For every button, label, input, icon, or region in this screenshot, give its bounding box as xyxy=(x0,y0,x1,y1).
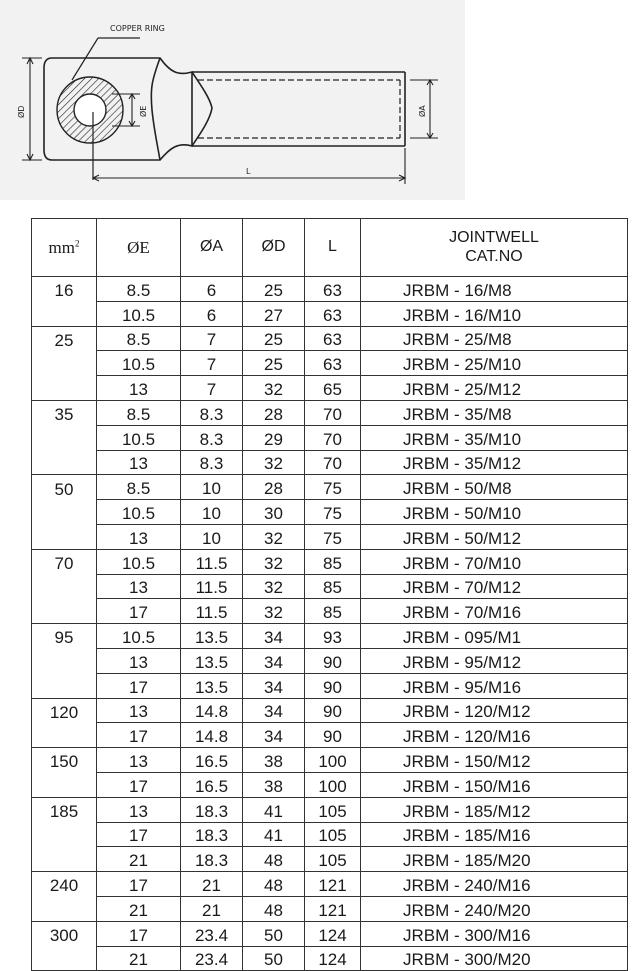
table-row xyxy=(32,475,628,500)
cell-oe: 13 xyxy=(97,574,181,599)
table-row xyxy=(32,574,628,599)
cell-l: 100 xyxy=(305,772,361,797)
cell-mm xyxy=(32,376,97,401)
cell-l: 100 xyxy=(305,748,361,773)
cell-oe: 8.5 xyxy=(97,475,181,500)
cell-cat-no: JRBM - 50/M12 xyxy=(361,524,628,549)
cell-oa: 6 xyxy=(181,301,243,326)
cell-od: 25 xyxy=(243,326,305,351)
table-row xyxy=(32,698,628,723)
cell-cat-no: JRBM - 35/M8 xyxy=(361,400,628,425)
cell-mm: 35 xyxy=(32,400,97,425)
cell-od: 34 xyxy=(243,723,305,748)
oa-label: ØA xyxy=(418,105,427,117)
cell-oa: 10 xyxy=(181,475,243,500)
cell-mm xyxy=(32,425,97,450)
header-od: ØD xyxy=(243,219,305,277)
cell-cat-no: JRBM - 25/M12 xyxy=(361,376,628,401)
bore-hidden-lines xyxy=(198,80,400,138)
cell-od: 32 xyxy=(243,574,305,599)
header-oe: ØE xyxy=(97,219,181,277)
cell-od: 32 xyxy=(243,549,305,574)
cell-oa: 16.5 xyxy=(181,748,243,773)
cell-oa: 6 xyxy=(181,277,243,302)
cell-mm: 185 xyxy=(32,797,97,822)
cell-oa: 7 xyxy=(181,351,243,376)
cell-l: 121 xyxy=(305,872,361,897)
cell-oe: 10.5 xyxy=(97,425,181,450)
cell-oe: 10.5 xyxy=(97,301,181,326)
table-row xyxy=(32,500,628,525)
cell-l: 75 xyxy=(305,475,361,500)
cell-od: 25 xyxy=(243,351,305,376)
copper-ring-label: COPPER RING xyxy=(110,24,165,33)
cell-oa: 21 xyxy=(181,872,243,897)
cell-l: 65 xyxy=(305,376,361,401)
cell-od: 38 xyxy=(243,772,305,797)
table-row xyxy=(32,351,628,376)
l-dimension xyxy=(93,148,405,184)
cell-mm xyxy=(32,673,97,698)
oe-label: ØE xyxy=(139,105,148,117)
cell-oa: 18.3 xyxy=(181,847,243,872)
cell-mm xyxy=(32,847,97,872)
cell-cat-no: JRBM - 240/M20 xyxy=(361,896,628,921)
cell-od: 38 xyxy=(243,748,305,773)
cell-cat-no: JRBM - 150/M16 xyxy=(361,772,628,797)
cell-l: 105 xyxy=(305,797,361,822)
table-row xyxy=(32,896,628,921)
cell-od: 34 xyxy=(243,673,305,698)
cell-cat-no: JRBM - 35/M10 xyxy=(361,425,628,450)
cell-cat-no: JRBM - 240/M16 xyxy=(361,872,628,897)
cell-oa: 13.5 xyxy=(181,624,243,649)
cell-od: 34 xyxy=(243,648,305,673)
cell-oe: 10.5 xyxy=(97,549,181,574)
cell-cat-no: JRBM - 120/M12 xyxy=(361,698,628,723)
cell-oe: 17 xyxy=(97,921,181,946)
table-row xyxy=(32,847,628,872)
cell-l: 75 xyxy=(305,500,361,525)
cell-cat-no: JRBM - 095/M1 xyxy=(361,624,628,649)
cell-oa: 11.5 xyxy=(181,574,243,599)
cell-od: 34 xyxy=(243,624,305,649)
cell-oe: 13 xyxy=(97,524,181,549)
cell-oe: 21 xyxy=(97,946,181,971)
cell-mm xyxy=(32,599,97,624)
cell-l: 70 xyxy=(305,425,361,450)
cell-mm xyxy=(32,723,97,748)
table-row xyxy=(32,822,628,847)
cell-l: 63 xyxy=(305,351,361,376)
cell-oe: 10.5 xyxy=(97,500,181,525)
cell-od: 29 xyxy=(243,425,305,450)
cell-mm: 16 xyxy=(32,277,97,302)
cell-od: 41 xyxy=(243,797,305,822)
header-l: L xyxy=(305,219,361,277)
cell-oa: 23.4 xyxy=(181,921,243,946)
cell-od: 50 xyxy=(243,946,305,971)
cell-cat-no: JRBM - 95/M12 xyxy=(361,648,628,673)
cell-cat-no: JRBM - 70/M16 xyxy=(361,599,628,624)
cell-l: 63 xyxy=(305,326,361,351)
table-row xyxy=(32,624,628,649)
table-row xyxy=(32,326,628,351)
cell-l: 75 xyxy=(305,524,361,549)
cell-mm: 120 xyxy=(32,698,97,723)
cell-cat-no: JRBM - 150/M12 xyxy=(361,748,628,773)
cell-l: 124 xyxy=(305,946,361,971)
cell-cat-no: JRBM - 95/M16 xyxy=(361,673,628,698)
cell-mm: 300 xyxy=(32,921,97,946)
table-row xyxy=(32,648,628,673)
cell-oa: 13.5 xyxy=(181,673,243,698)
table-header-row xyxy=(32,219,628,277)
cell-cat-no: JRBM - 120/M16 xyxy=(361,723,628,748)
cell-od: 32 xyxy=(243,376,305,401)
cell-oe: 21 xyxy=(97,847,181,872)
cell-l: 121 xyxy=(305,896,361,921)
cell-l: 90 xyxy=(305,648,361,673)
table-row xyxy=(32,946,628,971)
cell-od: 28 xyxy=(243,400,305,425)
cell-oe: 13 xyxy=(97,748,181,773)
cell-l: 85 xyxy=(305,574,361,599)
cell-oe: 17 xyxy=(97,673,181,698)
cell-oe: 21 xyxy=(97,896,181,921)
cell-mm xyxy=(32,946,97,971)
cell-l: 63 xyxy=(305,301,361,326)
spec-table xyxy=(31,218,628,971)
cell-cat-no: JRBM - 70/M12 xyxy=(361,574,628,599)
cell-od: 32 xyxy=(243,599,305,624)
cell-oa: 8.3 xyxy=(181,450,243,475)
cell-cat-no: JRBM - 185/M16 xyxy=(361,822,628,847)
cell-l: 90 xyxy=(305,673,361,698)
cell-oa: 16.5 xyxy=(181,772,243,797)
cell-oe: 13 xyxy=(97,648,181,673)
cell-cat-no: JRBM - 25/M10 xyxy=(361,351,628,376)
cell-mm xyxy=(32,648,97,673)
lug-drawing-svg xyxy=(0,0,465,200)
cell-mm xyxy=(32,524,97,549)
cell-cat-no: JRBM - 25/M8 xyxy=(361,326,628,351)
cell-oa: 7 xyxy=(181,376,243,401)
cell-oa: 10 xyxy=(181,524,243,549)
header-mm: $mm^2$ xyxy=(32,219,97,277)
table-row xyxy=(32,524,628,549)
cell-oa: 10 xyxy=(181,500,243,525)
cell-cat-no: JRBM - 300/M20 xyxy=(361,946,628,971)
copper-ring-leader xyxy=(72,38,140,80)
table-row xyxy=(32,450,628,475)
cell-l: 124 xyxy=(305,921,361,946)
cell-oa: 7 xyxy=(181,326,243,351)
cell-cat-no: JRBM - 16/M8 xyxy=(361,277,628,302)
table-row xyxy=(32,301,628,326)
cell-oe: 13 xyxy=(97,450,181,475)
cell-l: 85 xyxy=(305,599,361,624)
cell-cat-no: JRBM - 300/M16 xyxy=(361,921,628,946)
header-oa: ØA xyxy=(181,219,243,277)
cell-cat-no: JRBM - 50/M10 xyxy=(361,500,628,525)
cell-l: 85 xyxy=(305,549,361,574)
cell-oe: 17 xyxy=(97,872,181,897)
cell-oe: 8.5 xyxy=(97,400,181,425)
cell-oa: 18.3 xyxy=(181,822,243,847)
cell-mm xyxy=(32,574,97,599)
cell-oe: 13 xyxy=(97,797,181,822)
cell-cat-no: JRBM - 185/M12 xyxy=(361,797,628,822)
cell-mm: 150 xyxy=(32,748,97,773)
table-row xyxy=(32,599,628,624)
technical-drawing xyxy=(0,0,465,200)
cell-cat-no: JRBM - 185/M20 xyxy=(361,847,628,872)
cell-l: 70 xyxy=(305,450,361,475)
cell-od: 48 xyxy=(243,847,305,872)
cell-od: 30 xyxy=(243,500,305,525)
cell-oa: 11.5 xyxy=(181,599,243,624)
cell-cat-no: JRBM - 50/M8 xyxy=(361,475,628,500)
cell-oe: 13 xyxy=(97,698,181,723)
cell-oe: 8.5 xyxy=(97,277,181,302)
cell-mm: 95 xyxy=(32,624,97,649)
cell-oa: 11.5 xyxy=(181,549,243,574)
table-row xyxy=(32,723,628,748)
cell-l: 93 xyxy=(305,624,361,649)
table-row xyxy=(32,425,628,450)
cell-l: 105 xyxy=(305,822,361,847)
cell-l: 105 xyxy=(305,847,361,872)
cell-mm: 50 xyxy=(32,475,97,500)
l-label: L xyxy=(246,167,251,176)
table-row xyxy=(32,549,628,574)
cell-oa: 18.3 xyxy=(181,797,243,822)
cell-oe: 17 xyxy=(97,772,181,797)
cell-oa: 23.4 xyxy=(181,946,243,971)
table-row xyxy=(32,797,628,822)
table-row xyxy=(32,748,628,773)
cell-mm: 70 xyxy=(32,549,97,574)
cell-cat-no: JRBM - 70/M10 xyxy=(361,549,628,574)
cell-mm: 240 xyxy=(32,872,97,897)
table-row xyxy=(32,376,628,401)
cell-od: 27 xyxy=(243,301,305,326)
header-cat-no: JOINTWELL CAT.NO xyxy=(361,219,628,277)
table-row xyxy=(32,921,628,946)
cell-oa: 13.5 xyxy=(181,648,243,673)
table-row xyxy=(32,872,628,897)
cell-mm xyxy=(32,772,97,797)
cell-oe: 17 xyxy=(97,599,181,624)
cell-l: 70 xyxy=(305,400,361,425)
cell-oe: 17 xyxy=(97,822,181,847)
cell-mm xyxy=(32,822,97,847)
table-row xyxy=(32,673,628,698)
cell-mm xyxy=(32,301,97,326)
cell-oa: 8.3 xyxy=(181,425,243,450)
bolt-hole xyxy=(74,94,106,126)
cell-oe: 17 xyxy=(97,723,181,748)
cell-mm: 25 xyxy=(32,326,97,351)
cell-od: 41 xyxy=(243,822,305,847)
cell-od: 28 xyxy=(243,475,305,500)
cell-mm xyxy=(32,896,97,921)
cell-od: 50 xyxy=(243,921,305,946)
cell-mm xyxy=(32,450,97,475)
table-body xyxy=(32,277,628,971)
cell-od: 34 xyxy=(243,698,305,723)
cell-l: 90 xyxy=(305,723,361,748)
cell-oe: 10.5 xyxy=(97,624,181,649)
od-label: ØD xyxy=(17,105,26,118)
cell-od: 32 xyxy=(243,524,305,549)
cell-oe: 10.5 xyxy=(97,351,181,376)
table-row xyxy=(32,772,628,797)
cell-cat-no: JRBM - 16/M10 xyxy=(361,301,628,326)
table-row xyxy=(32,400,628,425)
cell-oe: 8.5 xyxy=(97,326,181,351)
cell-oa: 21 xyxy=(181,896,243,921)
cell-mm xyxy=(32,500,97,525)
cell-oa: 14.8 xyxy=(181,723,243,748)
cell-l: 63 xyxy=(305,277,361,302)
table-row xyxy=(32,277,628,302)
cell-od: 48 xyxy=(243,872,305,897)
cell-oa: 14.8 xyxy=(181,698,243,723)
cell-l: 90 xyxy=(305,698,361,723)
cell-cat-no: JRBM - 35/M12 xyxy=(361,450,628,475)
cell-od: 25 xyxy=(243,277,305,302)
cell-od: 48 xyxy=(243,896,305,921)
cell-oa: 8.3 xyxy=(181,400,243,425)
cell-oe: 13 xyxy=(97,376,181,401)
cell-od: 32 xyxy=(243,450,305,475)
cell-mm xyxy=(32,351,97,376)
